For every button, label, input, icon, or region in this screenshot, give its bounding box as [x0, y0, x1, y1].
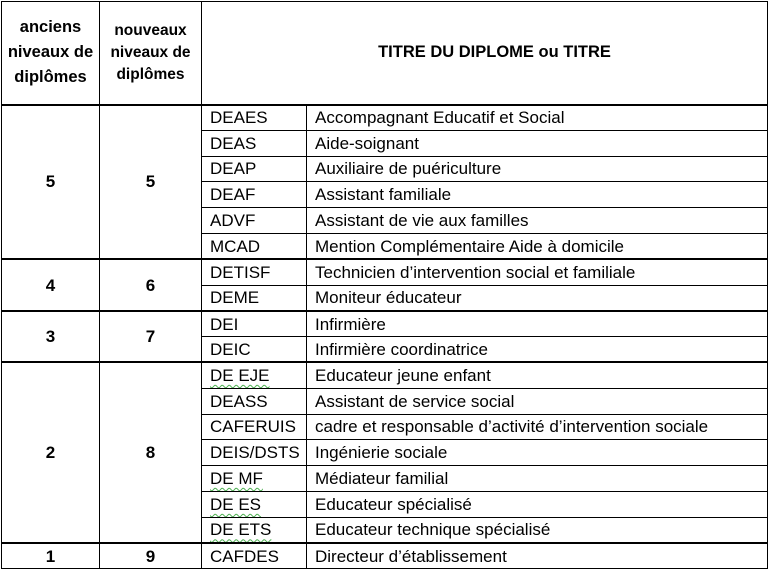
diploma-code: DEME	[210, 288, 260, 308]
diploma-code-cell	[202, 182, 307, 208]
diploma-code: DE ETS	[210, 520, 272, 540]
diploma-table	[1, 1, 768, 569]
diploma-code: DEIC	[210, 339, 251, 359]
diploma-name-cell: Technicien d’intervention social et familiale	[307, 259, 768, 285]
diploma-code: DEAP	[210, 159, 257, 179]
diploma-code: DEAS	[210, 133, 257, 153]
table-row	[2, 105, 768, 131]
diploma-code: CAFERUIS	[210, 417, 296, 437]
diploma-code: DE ES	[210, 494, 262, 514]
diploma-name-cell: Assistant de vie aux familles	[307, 208, 768, 234]
new-level-cell: 6	[100, 259, 202, 311]
diploma-table-body	[2, 2, 768, 569]
diploma-code-cell	[202, 156, 307, 182]
diploma-name-cell: Aide-soignant	[307, 130, 768, 156]
diploma-code-cell	[202, 337, 307, 363]
diploma-name-cell: Ingénierie sociale	[307, 440, 768, 466]
diploma-name-cell: Assistant de service social	[307, 388, 768, 414]
diploma-code-cell	[202, 311, 307, 337]
diploma-code-cell	[202, 233, 307, 259]
table-row	[2, 362, 768, 388]
diploma-name-cell: Accompagnant Educatif et Social	[307, 105, 768, 131]
old-level-cell: 5	[2, 105, 100, 260]
diploma-code: DEASS	[210, 391, 268, 411]
diploma-code-cell	[202, 414, 307, 440]
diploma-name-cell: Directeur d’établissement	[307, 543, 768, 569]
new-level-cell: 5	[100, 105, 202, 260]
diploma-code-cell	[202, 491, 307, 517]
old-level-cell: 2	[2, 362, 100, 543]
diploma-code-cell	[202, 105, 307, 131]
table-row	[2, 543, 768, 569]
header-row	[2, 2, 768, 105]
header-diploma-title: TITRE DU DIPLOME ou TITRE	[202, 2, 768, 105]
diploma-code-cell	[202, 517, 307, 543]
diploma-code: ADVF	[210, 211, 256, 231]
diploma-code: DEAES	[210, 108, 268, 128]
diploma-code: DEIS/DSTS	[210, 443, 300, 463]
diploma-code-cell	[202, 208, 307, 234]
diploma-code: DE MF	[210, 469, 263, 489]
diploma-code: MCAD	[210, 236, 261, 256]
old-level-cell: 4	[2, 259, 100, 311]
new-level-cell: 9	[100, 543, 202, 569]
diploma-name-cell: Moniteur éducateur	[307, 285, 768, 311]
diploma-name-cell: Educateur spécialisé	[307, 491, 768, 517]
diploma-name-cell: Assistant familiale	[307, 182, 768, 208]
new-level-cell: 7	[100, 311, 202, 363]
diploma-name-cell: Infirmière coordinatrice	[307, 337, 768, 363]
diploma-name-cell: Auxiliaire de puériculture	[307, 156, 768, 182]
old-level-cell: 3	[2, 311, 100, 363]
diploma-code-cell	[202, 285, 307, 311]
diploma-name-cell: Educateur jeune enfant	[307, 362, 768, 388]
table-row	[2, 259, 768, 285]
diploma-name-cell: cadre et responsable d’activité d’intervention sociale	[307, 414, 768, 440]
diploma-name-cell: Mention Complémentaire Aide à domicile	[307, 233, 768, 259]
old-level-cell: 1	[2, 543, 100, 569]
table-row	[2, 311, 768, 337]
new-level-cell: 8	[100, 362, 202, 543]
diploma-code: DETISF	[210, 262, 271, 282]
diploma-name-cell: Médiateur familial	[307, 466, 768, 492]
diploma-name-cell: Infirmière	[307, 311, 768, 337]
diploma-code-cell	[202, 362, 307, 388]
diploma-code-cell	[202, 259, 307, 285]
diploma-code-cell	[202, 543, 307, 569]
diploma-code: DE EJE	[210, 366, 270, 386]
diploma-code: DEI	[210, 314, 239, 334]
header-new-levels: nouveaux niveaux de diplômes	[100, 2, 202, 105]
diploma-code: CAFDES	[210, 546, 279, 566]
header-old-levels: anciens niveaux de diplômes	[2, 2, 100, 105]
diploma-code-cell	[202, 466, 307, 492]
diploma-code-cell	[202, 388, 307, 414]
diploma-code: DEAF	[210, 185, 256, 205]
diploma-code-cell	[202, 440, 307, 466]
diploma-code-cell	[202, 130, 307, 156]
diploma-name-cell: Educateur technique spécialisé	[307, 517, 768, 543]
